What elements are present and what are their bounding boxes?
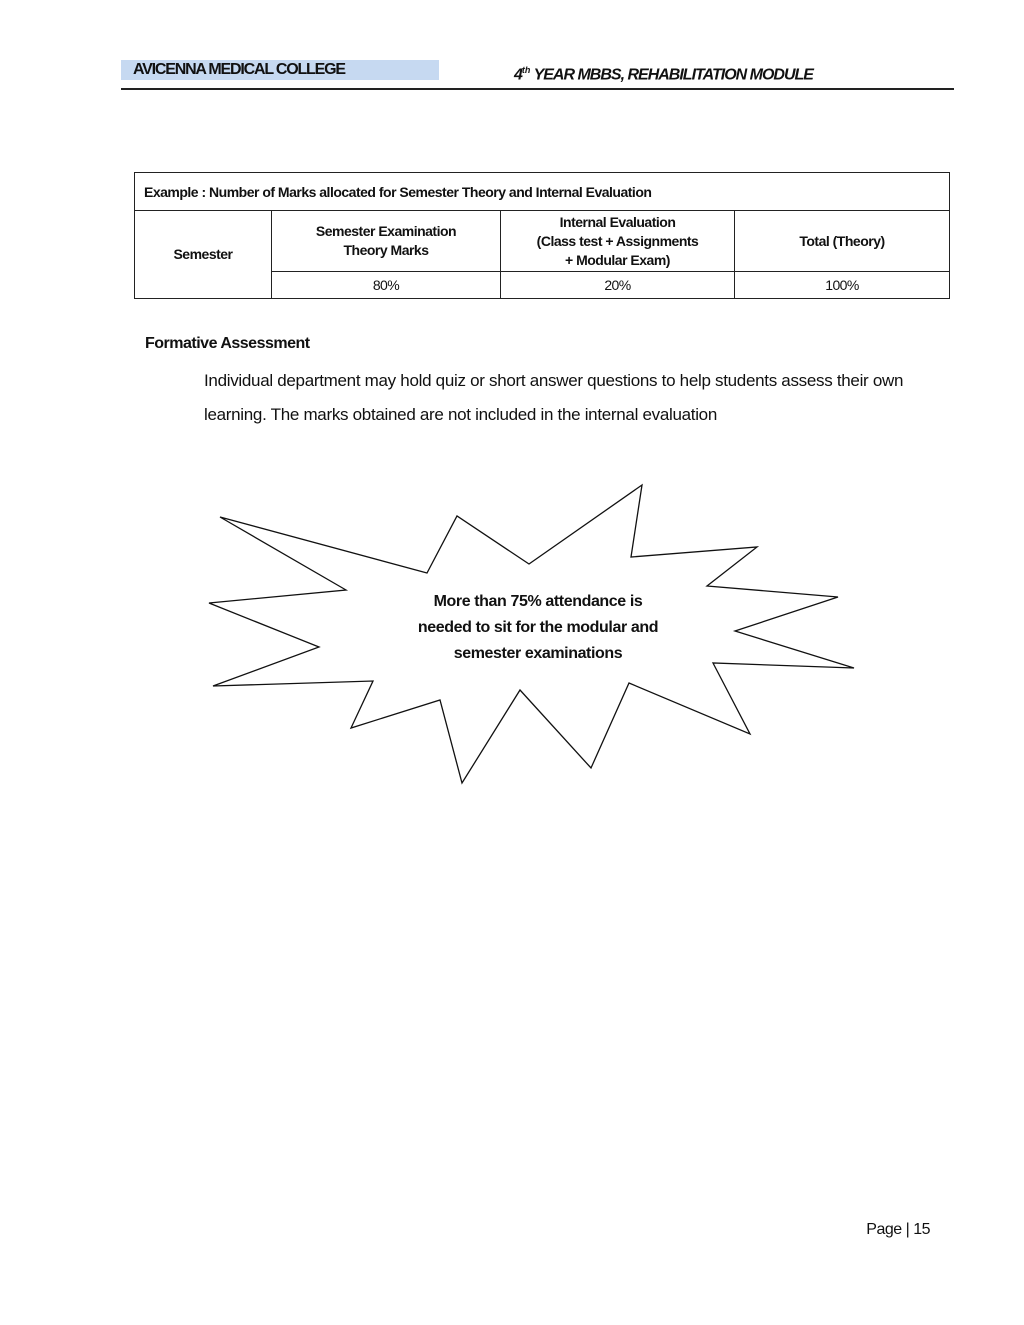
internal-header-line1: Internal Evaluation (559, 213, 676, 230)
callout-line3: semester examinations (453, 645, 623, 662)
table-caption: Example : Number of Marks allocated for Semester Theory and Internal Evaluation (135, 173, 950, 211)
total-theory-value: 100% (735, 272, 950, 299)
module-name: YEAR MBBS, REHABILITATION MODULE (530, 66, 813, 84)
page-footer (866, 1221, 930, 1239)
module-year: 4 (514, 66, 522, 84)
internal-header-line2: (Class test + Assignments (536, 232, 699, 249)
semester-header: Semester (135, 211, 272, 299)
formative-assessment-heading: Formative Assessment (145, 335, 310, 352)
exam-header-line2: Theory Marks (343, 242, 429, 258)
internal-header-line3: + Modular Exam) (565, 251, 670, 268)
exam-marks-value: 80% (272, 272, 501, 299)
exam-header-line1: Semester Examination (315, 223, 457, 239)
formative-assessment-body: Individual department may hold quiz or short answer questions to help students assess their own learning. The marks obtained are not included in the internal evaluation (204, 371, 904, 424)
internal-evaluation-value: 20% (501, 272, 735, 299)
total-theory-header: Total (Theory) (735, 211, 950, 272)
callout-line2: needed to sit for the modular and (417, 619, 659, 636)
callout-line1: More than 75% attendance is (433, 593, 643, 610)
page-label: Page | (866, 1221, 910, 1238)
module-year-suffix: th (521, 65, 531, 75)
attendance-callout (378, 589, 698, 667)
page-number: 15 (913, 1221, 930, 1238)
college-name: AVICENNA MEDICAL COLLEGE (121, 60, 439, 80)
